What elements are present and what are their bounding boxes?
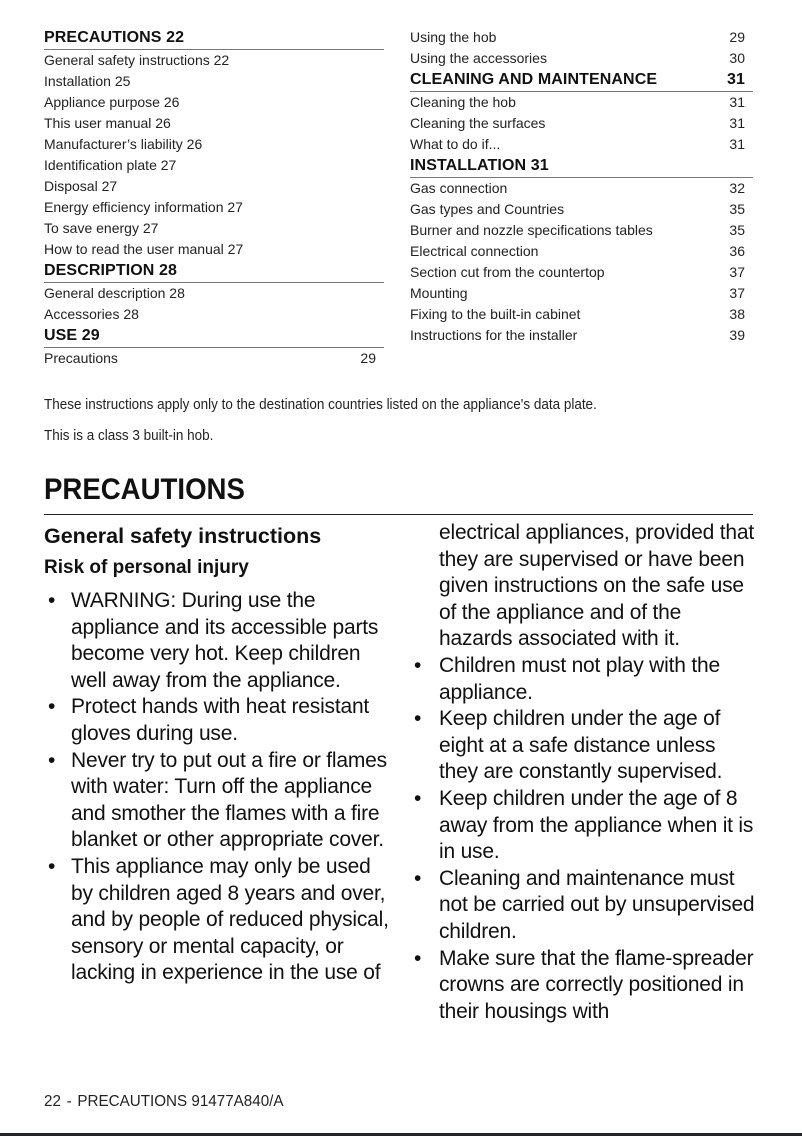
- safety-bullet: • Never try to put out a fire or flames with water: Turn off the appliance and smother the flames with a fire blanket or other appropriate cover.: [44, 748, 389, 854]
- toc-item[interactable]: [410, 325, 753, 346]
- toc-item[interactable]: [410, 262, 753, 283]
- toc-item-label: Energy efficiency information 27: [44, 199, 243, 215]
- toc-item[interactable]: [44, 197, 384, 218]
- toc-item[interactable]: [44, 92, 384, 113]
- footer-page-number: 22: [44, 1093, 61, 1110]
- toc-item-label: Accessories 28: [44, 306, 139, 322]
- title-divider: [44, 514, 753, 515]
- safety-bullet: • Protect hands with heat resistant gloves during use.: [44, 694, 389, 747]
- toc-item[interactable]: [410, 283, 753, 304]
- toc-item-label: Burner and nozzle specifications tables: [410, 222, 653, 238]
- toc-item[interactable]: [410, 27, 753, 48]
- safety-bullet-list: [44, 588, 389, 987]
- toc-item-label: Disposal 27: [44, 178, 118, 194]
- toc-left-column: [44, 27, 384, 369]
- toc-item-label: To save energy 27: [44, 220, 159, 236]
- toc-item-label: General description 28: [44, 285, 185, 301]
- page-footer: [44, 1093, 284, 1111]
- toc-item-label: Cleaning the surfaces: [410, 115, 546, 131]
- toc-item-label: Electrical connection: [410, 243, 539, 259]
- intro-destination-note: These instructions apply only to the destination countries listed on the appliance's data plate.: [44, 397, 597, 413]
- toc-item[interactable]: [410, 113, 753, 134]
- toc-right-column: [410, 27, 753, 346]
- page-title: PRECAUTIONS: [44, 473, 245, 506]
- toc-item-page: 31: [729, 136, 745, 152]
- safety-bullet: • WARNING: During use the appliance and its accessible parts become very hot. Keep children well away from the appliance.: [44, 588, 389, 694]
- toc-item-page: 38: [729, 306, 745, 322]
- toc-item[interactable]: [410, 220, 753, 241]
- toc-item[interactable]: [44, 134, 384, 155]
- toc-heading-label: PRECAUTIONS 22: [44, 29, 185, 46]
- toc-item-page: 37: [729, 264, 745, 280]
- toc-item[interactable]: [410, 241, 753, 262]
- safety-bullet: • This appliance may only be used by children aged 8 years and over, and by people of reduced physical, sensory or mental capacity, or lacking in experience in the use of: [44, 854, 389, 987]
- toc-item-label: Using the accessories: [410, 50, 547, 66]
- toc-item-label: This user manual 26: [44, 115, 171, 131]
- toc-item-page: 31: [729, 94, 745, 110]
- safety-bullet: • Keep children under the age of 8 away from the appliance when it is in use.: [410, 786, 755, 866]
- toc-heading-installation[interactable]: [410, 155, 753, 178]
- toc-heading-label: USE 29: [44, 327, 100, 344]
- toc-item-page: 39: [729, 327, 745, 343]
- toc-item[interactable]: [44, 176, 384, 197]
- toc-item-label: Installation 25: [44, 73, 131, 89]
- toc-heading-label: CLEANING AND MAINTENANCE: [410, 71, 658, 88]
- toc-item-label: Fixing to the built-in cabinet: [410, 306, 581, 322]
- toc-heading-cleaning[interactable]: [410, 69, 753, 92]
- toc-item-label: Identification plate 27: [44, 157, 177, 173]
- toc-item[interactable]: [410, 304, 753, 325]
- toc-item-page: 30: [729, 50, 745, 66]
- toc-heading-label: INSTALLATION 31: [410, 157, 549, 174]
- safety-bullet: • Make sure that the flame-spreader crowns are correctly positioned in their housings with: [410, 946, 755, 1026]
- toc-item-page: 35: [729, 222, 745, 238]
- safety-bullet: • Children must not play with the appliance.: [410, 653, 755, 706]
- toc-item[interactable]: [410, 199, 753, 220]
- toc-item-label: What to do if...: [410, 136, 501, 152]
- toc-item[interactable]: [410, 178, 753, 199]
- toc-item[interactable]: [44, 283, 384, 304]
- toc-heading-page: 31: [727, 71, 745, 88]
- section-subsubtitle: Risk of personal injury: [44, 557, 249, 578]
- section-subtitle: General safety instructions: [44, 524, 322, 548]
- toc-item-label: Cleaning the hob: [410, 94, 516, 110]
- toc-item-page: 37: [729, 285, 745, 301]
- toc-item[interactable]: [410, 134, 753, 155]
- toc-item-page: 36: [729, 243, 745, 259]
- toc-item[interactable]: [44, 304, 384, 325]
- toc-item[interactable]: [44, 113, 384, 134]
- toc-item[interactable]: [44, 239, 384, 260]
- toc-item-page: 32: [729, 180, 745, 196]
- toc-item[interactable]: [44, 50, 384, 71]
- toc-item-page: 31: [729, 115, 745, 131]
- toc-item-label: Section cut from the countertop: [410, 264, 605, 280]
- toc-item-page: 35: [729, 201, 745, 217]
- toc-heading-use[interactable]: [44, 325, 384, 348]
- body-left-column: [44, 520, 389, 987]
- toc-heading-label: DESCRIPTION 28: [44, 262, 177, 279]
- intro-class-note: This is a class 3 built-in hob.: [44, 428, 214, 444]
- safety-bullet: • Cleaning and maintenance must not be carried out by unsupervised children.: [410, 866, 755, 946]
- toc-item-label: Precautions: [44, 350, 118, 366]
- toc-item-label: Appliance purpose 26: [44, 94, 180, 110]
- toc-item[interactable]: [44, 348, 384, 369]
- toc-item-label: Using the hob: [410, 29, 497, 45]
- toc-item[interactable]: [410, 92, 753, 113]
- toc-item[interactable]: [410, 48, 753, 69]
- toc-item-page: 29: [729, 29, 745, 45]
- safety-bullet-continuation: electrical appliances, provided that they are supervised or have been given instructions on the safe use of the appliance and of the hazards associated with it.: [439, 521, 754, 651]
- safety-bullet: • Keep children under the age of eight at a safe distance unless they are constantly supervised.: [410, 706, 755, 786]
- safety-bullet-list: [410, 520, 755, 1025]
- toc-heading-precautions[interactable]: [44, 27, 384, 50]
- toc-item-label: Gas types and Countries: [410, 201, 565, 217]
- toc-item-label: Manufacturer’s liability 26: [44, 136, 203, 152]
- toc-item-label: Mounting: [410, 285, 468, 301]
- toc-item-label: General safety instructions 22: [44, 52, 230, 68]
- footer-separator: -: [66, 1093, 72, 1110]
- toc-item-label: Instructions for the installer: [410, 327, 578, 343]
- toc-item-label: Gas connection: [410, 180, 508, 196]
- body-right-column: [410, 520, 755, 1025]
- toc-heading-description[interactable]: [44, 260, 384, 283]
- footer-section-code: PRECAUTIONS 91477A840/A: [77, 1093, 284, 1110]
- toc-item-label: How to read the user manual 27: [44, 241, 244, 257]
- toc-item[interactable]: [44, 71, 384, 92]
- toc-item[interactable]: [44, 155, 384, 176]
- toc-item[interactable]: [44, 218, 384, 239]
- toc-item-page: 29: [360, 350, 376, 366]
